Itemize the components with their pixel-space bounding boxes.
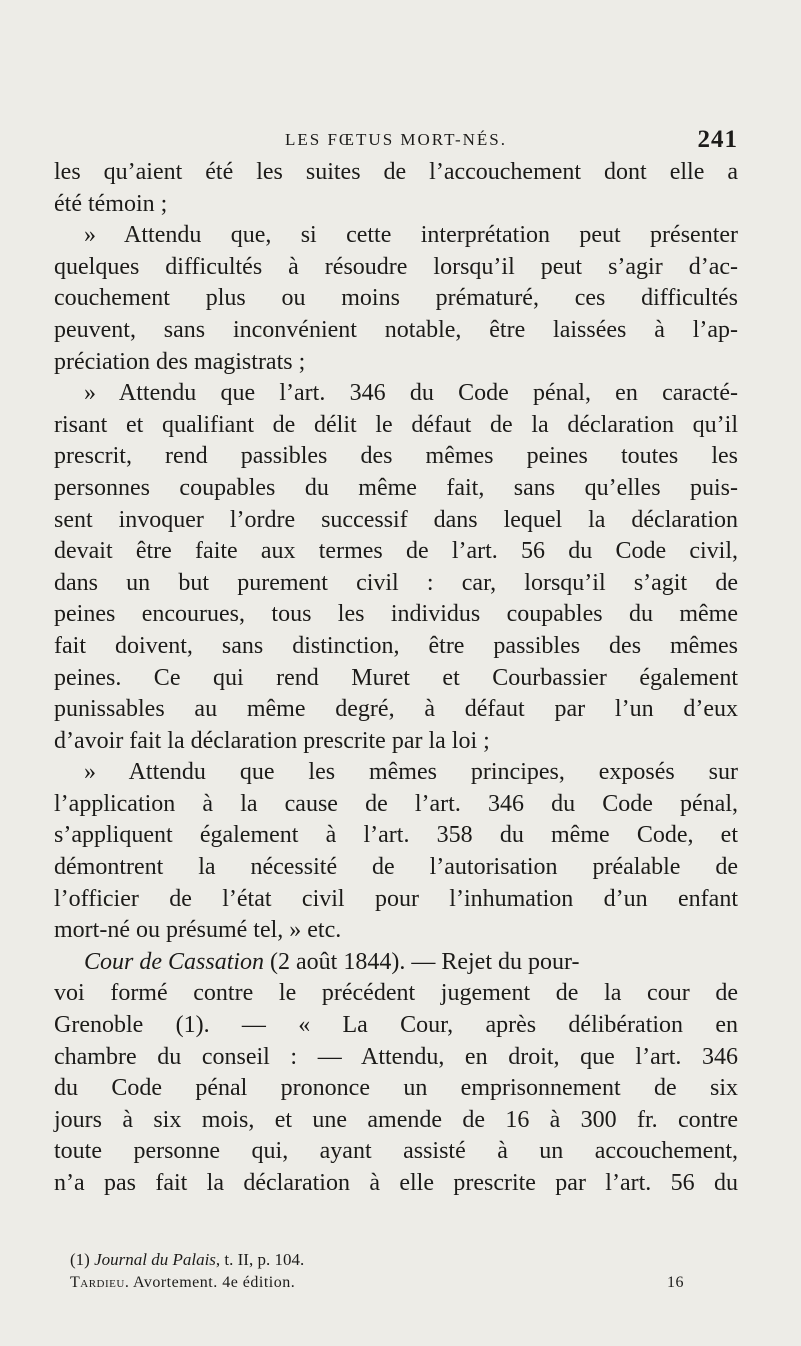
text-line: n’a pas fait la déclaration à elle prescrite par l’art. 56 du — [54, 1170, 738, 1196]
text-line: dans un but purement civil : car, lorsqu’il s’agit de — [54, 569, 738, 596]
text-line-rest: (2 août 1844). — Rejet du pour- — [270, 948, 580, 975]
text-line: toute personne qui, ayant assisté à un accouchement, — [54, 1138, 738, 1165]
imprint-title: Avortement. — [132, 1274, 218, 1291]
text-line: » Attendu que, si cette interprétation peut présenter — [84, 222, 738, 249]
imprint-edition: 4e édition. — [222, 1274, 296, 1291]
text-line: s’appliquent également à l’art. 358 du même Code, et — [54, 822, 738, 849]
footnote-marker: (1) — [70, 1250, 90, 1269]
text-line: fait doivent, sans distinction, être passibles des mêmes — [54, 632, 738, 659]
text-line: peines encourues, tous les individus coupables du même — [54, 601, 738, 628]
court-name: Cour de Cassation — [84, 948, 265, 975]
text-line: du Code pénal prononce un emprisonnement de six — [54, 1075, 738, 1102]
page-number: 241 — [697, 126, 738, 153]
text-line: l’officier de l’état civil pour l’inhumation d’un enfant — [54, 885, 738, 912]
page-header — [54, 126, 738, 160]
text-line: quelques difficultés à résoudre lorsqu’il peut s’agir d’ac- — [54, 253, 738, 280]
text-line: couchement plus ou moins prématuré, ces difficultés — [54, 285, 738, 312]
footnote-line — [70, 1248, 738, 1272]
text-line: Grenoble (1). — « La Cour, après délibération en — [54, 1012, 738, 1039]
signature-mark: 16 — [667, 1274, 684, 1291]
text-line: sent invoquer l’ordre successif dans lequel la déclaration — [54, 506, 738, 533]
text-line — [54, 947, 738, 979]
text-line: l’application à la cause de l’art. 346 du Code pénal, — [54, 790, 738, 817]
text-line: » Attendu que l’art. 346 du Code pénal, en caracté- — [84, 380, 738, 407]
running-head: LES FŒTUS MORT-NÉS. — [285, 130, 507, 149]
text-line: personnes coupables du même fait, sans qu’elles puis- — [54, 474, 738, 501]
footnote-rest: , t. II, p. 104. — [215, 1250, 305, 1269]
imprint-author: Tardieu. — [70, 1274, 130, 1291]
imprint-line — [70, 1274, 684, 1292]
text-line: chambre du conseil : — Attendu, en droit, que l’art. 346 — [54, 1043, 738, 1070]
text-line: jours à six mois, et une amende de 16 à 300 fr. contre — [54, 1106, 738, 1133]
body-text — [54, 157, 738, 1200]
text-line: préciation des magistrats ; — [54, 348, 306, 375]
text-line: les qu’aient été les suites de l’accouchement dont elle a — [54, 159, 738, 185]
footnote — [70, 1248, 738, 1272]
text-line: prescrit, rend passibles des mêmes peines toutes les — [54, 443, 738, 470]
footnote-source: Journal du Palais — [94, 1250, 216, 1269]
text-line: punissables au même degré, à défaut par l’un d’eux — [54, 696, 738, 723]
text-line: mort-né ou présumé tel, » etc. — [54, 917, 342, 944]
text-line: peuvent, sans inconvénient notable, être laissées à l’ap- — [54, 316, 738, 343]
text-line: devait être faite aux termes de l’art. 56 du Code civil, — [54, 538, 738, 565]
text-line: été témoin ; — [54, 190, 168, 217]
text-line: risant et qualifiant de délit le défaut de la déclaration qu’il — [54, 411, 738, 438]
text-line: peines. Ce qui rend Muret et Courbassier également — [54, 664, 738, 691]
text-line: d’avoir fait la déclaration prescrite par la loi ; — [54, 727, 490, 754]
text-line: voi formé contre le précédent jugement de la cour de — [54, 980, 738, 1007]
text-line: » Attendu que les mêmes principes, exposés sur — [84, 759, 738, 786]
text-line: démontrent la nécessité de l’autorisation préalable de — [54, 854, 738, 881]
